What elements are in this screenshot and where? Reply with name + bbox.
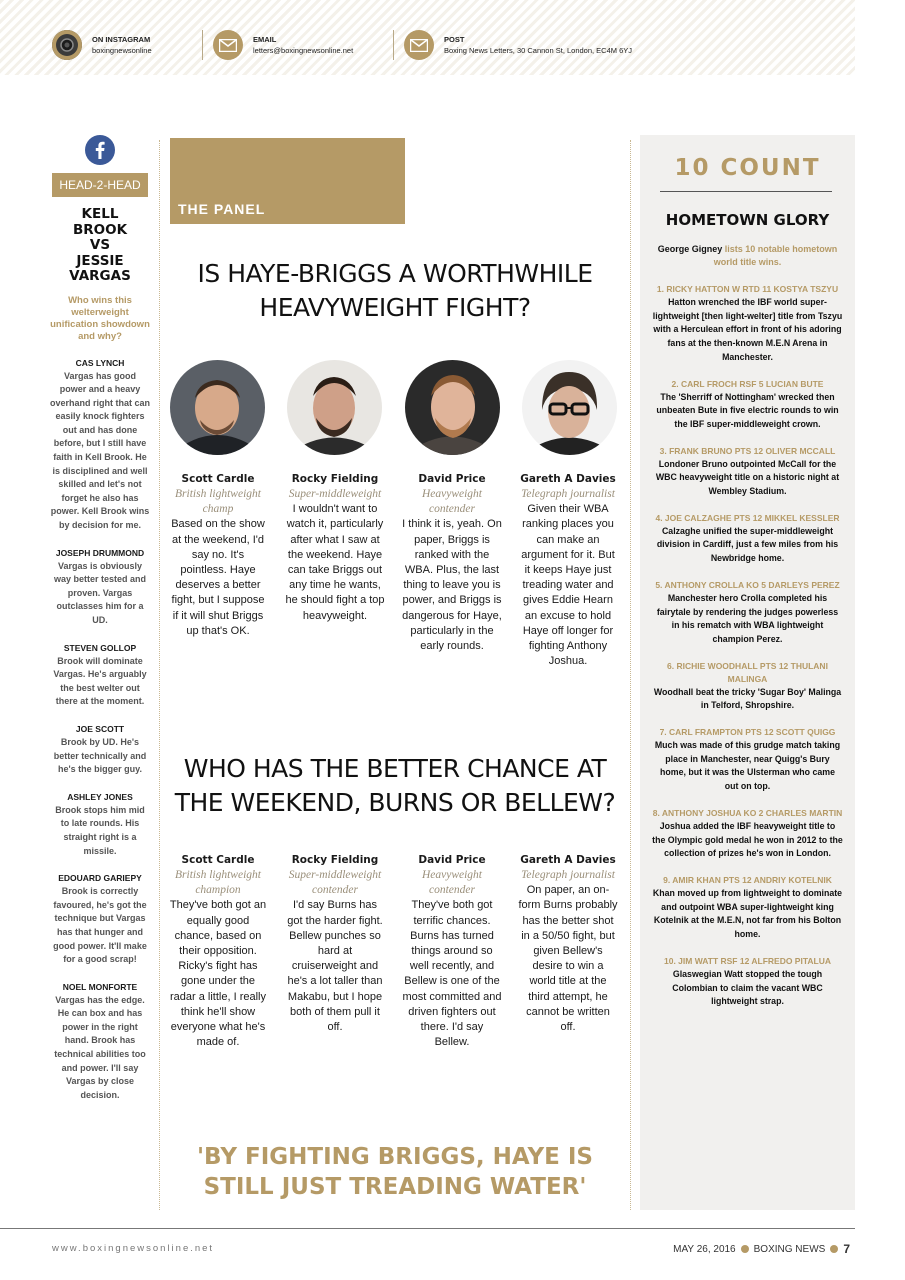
panelist-role: Super-middleweight contender: [288, 869, 382, 897]
instagram-contact[interactable]: [52, 30, 152, 60]
panel-answer: [518, 472, 618, 669]
head2head-tag: HEAD-2-HEAD: [52, 173, 148, 197]
ten-count-item-text: Woodhall beat the tricky 'Sugar Boy' Malinga in Telford, Shropshire.: [653, 686, 842, 711]
expert-entry: [50, 872, 150, 967]
ten-count-item-text: Joshua added the IBF heavyweight title to the Olympic gold medal he won in 2012 to the collection of prizes he's won in London.: [652, 820, 843, 859]
ten-count-item-text: Hatton wrenched the IBF world super-lightweight [then light-welter] title from Tszyu with a Herculean effort in front of his adoring fans at the then-known M.E.N Arena in Manchester.: [652, 297, 843, 362]
ten-count-item: [652, 579, 843, 647]
ten-count-item: [652, 512, 843, 566]
expert-entry: [50, 791, 150, 858]
email-icon: [213, 30, 243, 60]
divider: [202, 30, 203, 60]
ten-count-item-heading: 1. RICKY HATTON W RTD 11 KOSTYA TSZYU: [656, 284, 839, 294]
ten-count-item: [652, 874, 843, 942]
panelist-name: David Price: [418, 854, 486, 866]
ten-count-item-heading: 3. FRANK BRUNO PTS 12 OLIVER MCCALL: [659, 445, 836, 456]
expert-opinion: Brook by UD. He's better technically and he's the bigger guy.: [53, 736, 147, 775]
ten-count-item-heading: 4. JOE CALZAGHE PTS 12 MIKKEL KESSLER: [655, 512, 840, 523]
avatar-gareth-a-davies: [522, 360, 617, 455]
ten-count-item: [652, 807, 843, 861]
expert-name: NOEL MONFORTE: [62, 981, 138, 992]
ten-count-item-text: Much was made of this grudge match taking place in Manchester, near Quigg's Bury home, but it was the Ulsterman who came out on top.: [654, 740, 841, 792]
email-address: letters@boxingnewsonline.net: [253, 46, 354, 55]
panelist-answer: Based on the show at the weekend, I'd say no. It's pointless. Haye deserves a better fight, but I suppose if it will shut Briggs up that's OK.: [171, 518, 265, 637]
footer-date: MAY 26, 2016: [673, 1243, 736, 1255]
panelist-answer: They've both got terrific chances. Burns has turned things around so well recently, and Bellew is one of the most committed and driven fighters out there. I'd say Bellew.: [402, 899, 502, 1049]
expert-opinion: Brook will dominate Vargas. He's arguably the best welter out there at the moment.: [53, 655, 147, 707]
panel-answer: [518, 853, 618, 1035]
panel-headline-2: WHO HAS THE BETTER CHANCE AT THE WEEKEND, BURNS OR BELLEW?: [174, 754, 616, 817]
page-number: 7: [843, 1242, 850, 1256]
ten-count-item-heading: 9. AMIR KHAN PTS 12 ANDRIY KOTELNIK: [663, 874, 832, 885]
ten-count-item: [652, 955, 843, 1009]
panelist-name: Scott Cardle: [181, 854, 255, 866]
ten-count-item: [652, 283, 843, 365]
footer-publication: BOXING NEWS: [753, 1243, 826, 1255]
post-contact: [404, 30, 632, 60]
camera-icon: [52, 30, 82, 60]
panelist-answer: I think it is, yeah. On paper, Briggs is ranked with the WBA. Plus, the last thing to leave you is power, and Briggs is dangerous for Haye, particularly in the early rounds.: [402, 518, 502, 653]
panel-answer: [402, 853, 502, 1050]
panel-answer: [285, 472, 385, 624]
expert-list: [50, 357, 150, 1103]
avatar-rocky-fielding: [287, 360, 382, 455]
ten-count-item-text: Khan moved up from lightweight to dominate and outpoint WBA super-lightweight king Kotelnik at the M.E.N, not far from his Bolton home.: [652, 887, 843, 940]
panelist-role: British lightweight champion: [175, 869, 261, 897]
panelist-role: Heavyweight contender: [421, 488, 483, 516]
bullet-icon: [830, 1245, 838, 1253]
footer-info: [673, 1242, 850, 1256]
expert-entry: [50, 981, 150, 1103]
facebook-icon[interactable]: [85, 135, 115, 165]
expert-opinion: Vargas has good power and a heavy overhand right that can easily knock fighters out and has done before, but I still have faith in Kell Brook. He is disciplined and well skilled and let's not forget he also has power. Kell Brook wins by decision for me.: [50, 370, 151, 531]
panel-label: THE PANEL: [178, 201, 266, 217]
panelist-name: Gareth A Davies: [520, 854, 616, 866]
expert-opinion: Vargas has the edge. He can box and has power in the right hand. Brook has technical abilities too and power. I'll say Vargas by close decision.: [54, 994, 146, 1100]
panel-headline-1: IS HAYE-BRIGGS A WORTHWHILE HEAVYWEIGHT FIGHT?: [197, 259, 593, 322]
head2head-title: KELL BROOK VS JESSIE VARGAS: [69, 206, 131, 284]
contact-strip: [0, 0, 855, 75]
intro-text: lists 10 notable hometown world title wins.: [713, 244, 838, 267]
footer-rule: [0, 1228, 855, 1229]
ten-count-item-heading: 2. CARL FROCH RSF 5 LUCIAN BUTE: [671, 378, 824, 389]
ten-count-item-text: Glaswegian Watt stopped the tough Colombian to claim the vacant WBC lightweight strap.: [672, 968, 823, 1007]
panelist-name: David Price: [418, 473, 486, 485]
column-divider: [630, 140, 631, 1210]
panelist-name: Rocky Fielding: [291, 473, 379, 485]
expert-name: EDOUARD GARIEPY: [58, 873, 142, 884]
ten-count-list: [652, 283, 843, 1022]
ten-count-item-heading: 10. JIM WATT RSF 12 ALFREDO PITALUA: [663, 955, 832, 966]
panelist-answer: They've both got an equally good chance, based on their opposition. Ricky's fight has gone under the radar a little, I really think he'll show everyone what he's made of.: [169, 899, 267, 1049]
email-icon: [404, 30, 434, 60]
expert-entry: [50, 642, 150, 709]
ten-count-item: [652, 726, 843, 794]
expert-opinion: Brook is correctly favoured, he's got the technique but Vargas has that hunger and good power. It'll make for a good scrap!: [53, 886, 147, 965]
ten-count-item-text: Calzaghe unified the super-middleweight division in Cardiff, just a few miles from his Newbridge home.: [656, 525, 839, 564]
expert-entry: [50, 357, 150, 533]
ten-count-intro: [655, 243, 840, 268]
avatar-scott-cardle: [170, 360, 265, 455]
expert-name: JOSEPH DRUMMOND: [55, 547, 145, 558]
expert-opinion: Brook stops him mid to late rounds. His straight right is a missile.: [55, 804, 145, 856]
panelist-name: Gareth A Davies: [520, 473, 616, 485]
ten-count-item: [652, 445, 843, 499]
ten-count-item-heading: 8. ANTHONY JOSHUA KO 2 CHARLES MARTIN: [652, 807, 843, 818]
panelist-name: Rocky Fielding: [291, 854, 379, 866]
expert-name: ASHLEY JONES: [67, 791, 133, 802]
ten-count-item-text: Londoner Bruno outpointed McCall for the WBC heavyweight title on a historic night at Wembley Stadium.: [655, 458, 840, 497]
post-label: POST: [444, 35, 465, 44]
expert-name: JOE SCOTT: [75, 723, 125, 734]
avatar-david-price: [405, 360, 500, 455]
panelist-role: Telegraph journalist: [521, 488, 615, 500]
pull-quote: 'BY FIGHTING BRIGGS, HAYE IS STILL JUST TREADING WATER': [197, 1144, 593, 1200]
panelist-answer: I'd say Burns has got the harder fight. Bellew punches so hard at cruiserweight and he's a lot taller than Makabu, but I hope both of them pull it off.: [287, 899, 383, 1034]
ten-count-item: [652, 378, 843, 432]
bullet-icon: [741, 1245, 749, 1253]
ten-count-item-heading: 6. RICHIE WOODHALL PTS 12 THULANI MALINGA: [667, 660, 828, 684]
panelist-role: Heavyweight contender: [421, 869, 483, 897]
email-label: EMAIL: [253, 35, 277, 44]
expert-opinion: Vargas is obviously way better tested and proven. Vargas outclasses him for a UD.: [53, 560, 147, 625]
column-divider: [159, 140, 160, 1210]
ten-count-item-heading: 5. ANTHONY CROLLA KO 5 DARLEYS PEREZ: [655, 579, 840, 590]
expert-entry: [50, 547, 150, 628]
ten-count-item-heading: 7. CARL FRAMPTON PTS 12 SCOTT QUIGG: [659, 727, 836, 738]
panelist-name: Scott Cardle: [181, 473, 255, 485]
ten-count-item-text: The 'Sherriff of Nottingham' wrecked then unbeaten Bute in five electric rounds to win the IBF super-middleweight crown.: [656, 391, 839, 429]
divider: [660, 191, 832, 192]
ten-count-headline: HOMETOWN GLORY: [665, 211, 830, 229]
instagram-handle: boxingnewsonline: [92, 46, 152, 55]
panelist-role: British lightweight champ: [175, 488, 261, 516]
panelist-role: Super-middleweight: [288, 488, 382, 500]
head2head-question: Who wins this welterweight unification showdown and why?: [50, 294, 150, 342]
expert-name: STEVEN GOLLOP: [63, 642, 137, 653]
ten-count-panel: [640, 135, 855, 1210]
ten-count-item-text: Manchester hero Crolla completed his fairytale by rendering the judges powerless in his rematch with WBA lightweight champion Perez.: [656, 592, 839, 644]
email-contact[interactable]: [213, 30, 353, 60]
panel-answer: [285, 853, 385, 1035]
divider: [393, 30, 394, 60]
panelist-role: Telegraph journalist: [521, 869, 615, 881]
footer-url[interactable]: www.boxingnewsonline.net: [52, 1243, 215, 1254]
panel-answer: [168, 853, 268, 1050]
instagram-label: ON INSTAGRAM: [92, 35, 151, 44]
ten-count-title: 10 COUNT: [674, 155, 821, 181]
panel-answer: [402, 472, 502, 654]
ten-count-item: [652, 660, 843, 713]
post-address: Boxing News Letters, 30 Cannon St, London, EC4M 6YJ: [444, 46, 633, 55]
intro-author: George Gigney: [657, 244, 723, 254]
panel-answer: [168, 472, 268, 639]
panelist-answer: I wouldn't want to watch it, particularly after what I saw at the weekend. Haye can take Briggs out any time he wants, he should fight a top heavyweight.: [285, 503, 385, 622]
expert-name: CAS LYNCH: [75, 357, 125, 368]
panel-banner: [170, 138, 405, 224]
expert-entry: [50, 723, 150, 777]
panelist-answer: On paper, an on-form Burns probably has the better shot in a 50/50 fight, but given Bellew's desire to win a world title at the third attempt, he cannot be written off.: [518, 884, 618, 1034]
panelist-answer: Given their WBA ranking places you can make an argument for it. But it keeps Haye just treading water and gives Eddie Hearn an excuse to hold Haye off longer for fighting Anthony Joshua.: [521, 503, 615, 668]
head2head-column: [50, 135, 150, 1102]
